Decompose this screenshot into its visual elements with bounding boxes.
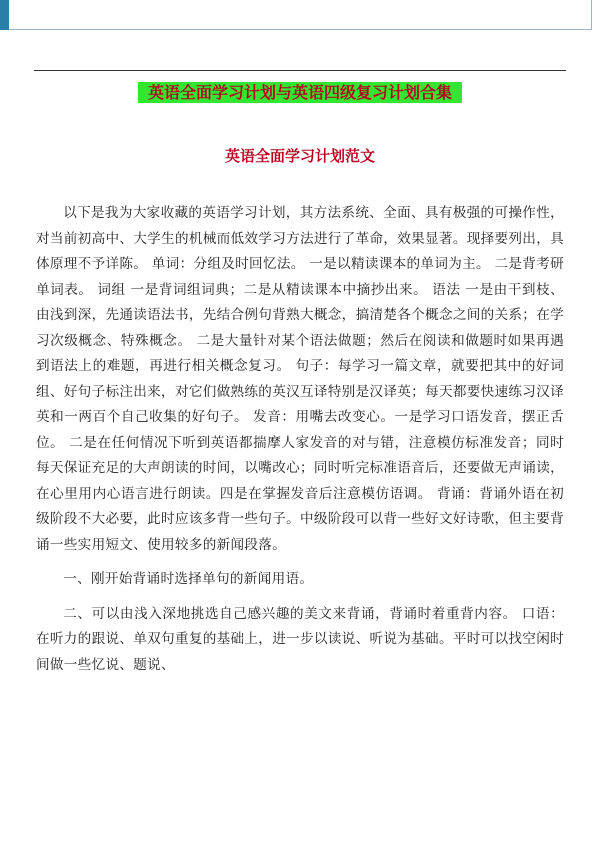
- document-main-title: 英语全面学习计划与英语四级复习计划合集: [138, 82, 462, 103]
- body-paragraph-2: 一、刚开始背诵时选择单句的新闻用语。: [63, 571, 314, 587]
- page-corner-frame: [0, 0, 592, 30]
- body-paragraph-3: 二、可以由浅入深地挑选自己感兴趣的美文来背诵，背诵时着重背内容。 口语：在听力的跟说、单双句重复的基础上，进一步以读说、听说为基础。平时可以找空闲时间做一些忆说、题说、: [36, 605, 564, 673]
- document-body: [36, 201, 564, 687]
- body-paragraph-1: 以下是我为大家收藏的英语学习计划，其方法系统、全面、具有极强的可操作性，对当前初高中、大学生的机械而低效学习方法进行了革命，效果显著。现择要列出，具体原理不予详陈。 单词：分组及时回忆法。 一是以精读课本的单词为主。 二是背考研单词表。 词组 一是背词组词典；二是从精读课本中摘抄出来。 语法 一是由干到枝、由浅到深，先通读语法书，先结合例句背熟大概念，搞清楚各个概念之间的关系；在学习次级概念、特殊概念。 二是大量针对某个语法做题；然后在阅读和做题时如果再遇到语法上的难题，再进行相关概念复习。 句子：每学习一篇文章，就要把其中的好词组、好句子标注出来，对它们做熟练的英汉互译特别是汉译英；每天都要快速练习汉译英和一两百个自己收集的好句子。 发音：用嘴去改变心。一是学习口语发音，摆正舌位。 二是在任何情况下听到英语都揣摩人家发音的对与错，注意模仿标准发音；同时每天保证充足的大声朗读的时间，以嘴改心；同时听完标准语音后，还要做无声诵读，在心里用内心语言进行朗读。四是在掌握发音后注意模仿语调。 背诵：背诵外语在初级阶段不大必要，此时应该多背一些句子。中级阶段可以背一些好文好诗歌，但主要背诵一些实用短文、使用较多的新闻段落。: [36, 205, 564, 553]
- page-corner-accent: [0, 0, 9, 30]
- header-rule: [34, 70, 566, 71]
- document-sub-title: 英语全面学习计划范文: [224, 147, 375, 165]
